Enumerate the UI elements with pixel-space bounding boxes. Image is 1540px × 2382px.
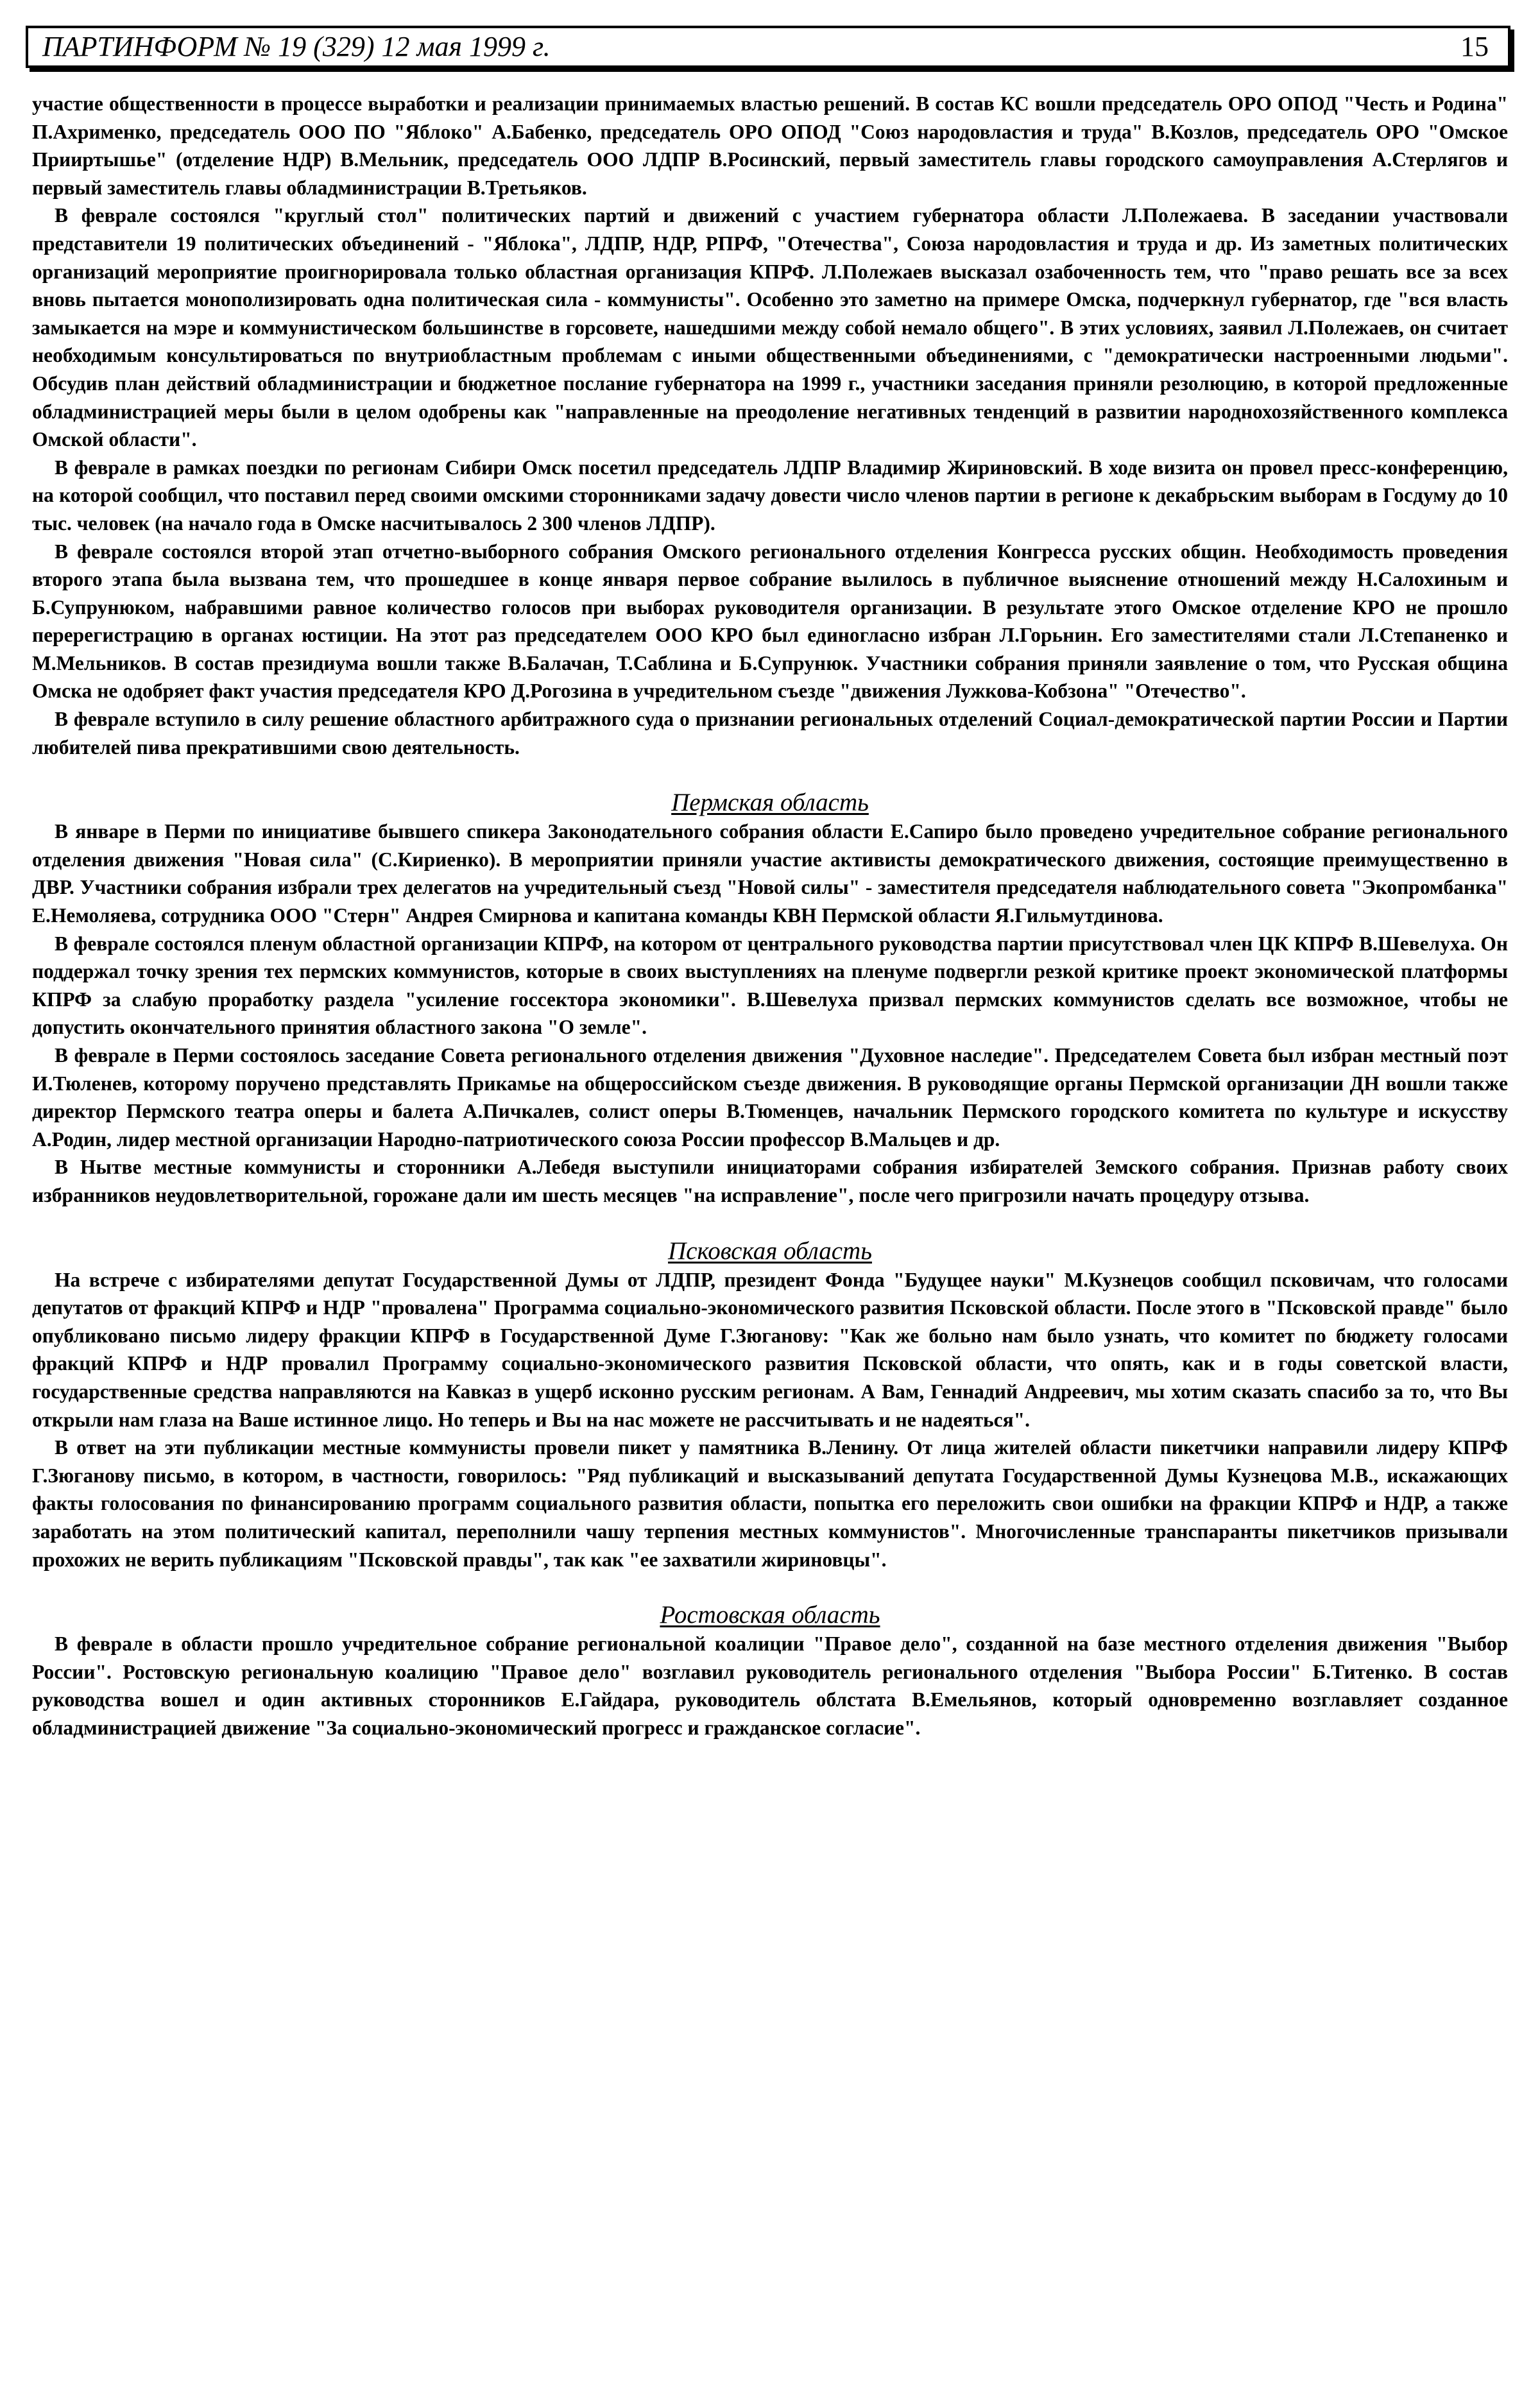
paragraph-perm-1: В январе в Перми по инициативе бывшего спикера Законодательного собрания области Е.Сапиро было проведено учредительное собрание регионального отделения движения "Новая сила" (С.Кириенко). В мероприятии приняли участие активисты демократического движения, состоящие преимущественно в ДВР. Участники собрания избрали трех делегатов на учредительный съезд "Новой силы" - заместителя председателя наблюдательного совета "Экопромбанка" Е.Немоляева, сотрудника ООО "Стерн" Андрея Смирнова и капитана команды КВН Пермской области Я.Гильмутдинова.: [32, 820, 1508, 927]
section-heading-pskov: Псковская область: [668, 1237, 872, 1265]
paragraph-perm-3: В феврале в Перми состоялось заседание Совета регионального отделения движения "Духовное наследие". Председателем Совета был избран местный поэт И.Тюленев, которому поручено представлять Прикамье на общероссийском съезде движения. В руководящие органы Пермской организации ДН вошли также директор Пермского театра оперы и балета А.Пичкалев, солист оперы В.Тюменцев, начальник Пермского городского комитета по культуре и искусству А.Родин, лидер местной организации Народно-патриотического союза России профессор В.Мальцев и др.: [32, 1044, 1508, 1151]
paragraph-pskov-1: На встрече с избирателями депутат Государственной Думы от ЛДПР, президент Фонда "Будущее науки" М.Кузнецов сообщил псковичам, что голосами депутатов от фракций КПРФ и НДР "провалена" Программа социально-экономического развития Псковской области. После этого в "Псковской правде" было опубликовано письмо лидеру фракции КПРФ в Государственной Думе Г.Зюганову: "Как же больно нам было узнать, что комитет по бюджету голосами фракций КПРФ и НДР провалил Программу социально-экономического развития Псковской области, что опять, как и в годы советской власти, государственные средства направляются на Кавказ в ущерб исконно русским регионам. А Вам, Геннадий Андреевич, мы хотим сказать спасибо за то, что Вы открыли нам глаза на Ваше истинное лицо. Но теперь и Вы на нас можете не рассчитывать и не надеяться".: [32, 1268, 1508, 1431]
paragraph-omsk-2: В феврале состоялся "круглый стол" политических партий и движений с участием губернатора области Л.Полежаева. В заседании участвовали представители 19 политических объединений - "Яблока", ЛДПР, НДР, РПРФ, "Отечества", Союза народовластия и труда и др. Из заметных политических организаций мероприятие проигнорировала только областная организация КПРФ. Л.Полежаев высказал озабоченность тем, что "право решать все за всех вновь пытается монополизировать одна политическая сила - коммунисты". Особенно это заметно на примере Омска, подчеркнул губернатор, где "вся власть замыкается на мэре и коммунистическом большинстве в горсовете, нашедшими между собой немало общего". В этих условиях, заявил Л.Полежаев, он считает необходимым консультироваться по внутриобластным проблемам с иными общественными объединениями, с "демократически настроенными людьми". Обсудив план действий обладминистрации и бюджетное послание губернатора на 1999 г., участники заседания приняли резолюцию, в которой предложенные обладминистрацией меры были в целом одобрены как "направленные на преодоление негативных тенденций в развитии народнохозяйственного комплекса Омской области".: [32, 204, 1508, 451]
paragraph-perm-4: В Нытве местные коммунисты и сторонники А.Лебедя выступили инициаторами собрания избирателей Земского собрания. Признав работу своих избранников неудовлетворительной, горожане дали им шесть месяцев "на исправление", после чего пригрозили начать процедуру отзыва.: [32, 1156, 1508, 1206]
paragraph-omsk-4: В феврале состоялся второй этап отчетно-выборного собрания Омского регионального отделения Конгресса русских общин. Необходимость проведения второго этапа была вызвана тем, что прошедшее в конце января первое собрание вылилось в публичное выяснение отношений между Н.Салохиным и Б.Супрунюком, набравшими равное количество голосов при выборах руководителя организации. В результате этого Омское отделение КРО не прошло перерегистрацию в органах юстиции. На этот раз председателем ООО КРО был единогласно избран Л.Горьнин. Его заместителями стали Л.Степаненко и М.Мельников. В состав президиума вошли также В.Балачан, Т.Саблина и Б.Супрунюк. Участники собрания приняли заявление о том, что Русская община Омска не одобряет факт участия председателя КРО Д.Рогозина в учредительном съезде "движения Лужкова-Кобзона" "Отечество".: [32, 540, 1508, 703]
paragraph-perm-2: В феврале состоялся пленум областной организации КПРФ, на котором от центрального руководства партии присутствовал член ЦК КПРФ В.Шевелуха. Он поддержал точку зрения тех пермских коммунистов, которые в своих выступлениях на пленуме подвергли резкой критике проект экономической платформы КПРФ за слабую проработку раздела "усиление госсектора экономики". В.Шевелуха призвал пермских коммунистов сделать все возможное, чтобы не допустить окончательного принятия областного закона "О земле".: [32, 932, 1508, 1039]
header-title: ПАРТИНФОРМ № 19 (329) 12 мая 1999 г.: [42, 31, 551, 62]
paragraph-rostov-1: В феврале в области прошло учредительное собрание региональной коалиции "Правое дело", созданной на базе местного отделения движения "Выбор России". Ростовскую региональную коалицию "Правое дело" возглавил руководитель регионального отделения "Выбора России" Б.Титенко. В состав руководства вошел и один активных сторонников Е.Гайдара, руководитель облстата В.Емельянов, который одновременно возглавляет созданное обладминистрацией движение "За социально-экономический прогресс и гражданское согласие".: [32, 1632, 1508, 1739]
section-heading-rostov: Ростовская область: [660, 1601, 880, 1629]
paragraph-omsk-5: В феврале вступило в силу решение областного арбитражного суда о признании региональных отделений Социал-демократической партии России и Партии любителей пива прекратившими свою деятельность.: [32, 708, 1508, 758]
newspaper-page: [26, 26, 1510, 1742]
paragraph-pskov-2: В ответ на эти публикации местные коммунисты провели пикет у памятника В.Ленину. От лица жителей области пикетчики направили лидеру КПРФ Г.Зюганову письмо, в котором, в частности, говорилось: "Ряд публикаций и высказываний депутата Государственной Думы Кузнецова М.В., искажающих факты голосования по финансированию программ социального развития области, попытка его переложить свои ошибки на фракции КПРФ и НДР, а также заработать на этом политический капитал, переполнили чашу терпения местных коммунистов". Многочисленные транспаранты пикетчиков призывали прохожих не верить публикациям "Псковской правды", так как "ее захватили жириновцы".: [32, 1436, 1508, 1571]
section-heading-perm: Пермская область: [671, 789, 869, 817]
article-body: [26, 90, 1508, 1742]
page-number: 15: [1460, 31, 1489, 62]
paragraph-omsk-3: В феврале в рамках поездки по регионам Сибири Омск посетил председатель ЛДПР Владимир Жириновский. В ходе визита он провел пресс-конференцию, на которой сообщил, что поставил перед своими омскими сторонниками задачу довести число членов партии в регионе к декабрьским выборам в Госдуму до 10 тыс. человек (на начало года в Омске насчитывалось 2 300 членов ЛДПР).: [32, 456, 1508, 535]
page-header: [26, 26, 1510, 68]
paragraph-omsk-1: участие общественности в процессе выработки и реализации принимаемых властью решений. В состав КС вошли председатель ОРО ОПОД "Честь и Родина" П.Ахрименко, председатель ООО ПО "Яблоко" А.Бабенко, председатель ОРО ОПОД "Союз народовластия и труда" В.Козлов, председатель ОРО "Омское Прииртышье" (отделение НДР) В.Мельник, председатель ООО ЛДПР В.Росинский, первый заместитель главы городского самоуправления А.Стерлягов и первый заместитель главы обладминистрации В.Третьяков.: [32, 92, 1508, 199]
